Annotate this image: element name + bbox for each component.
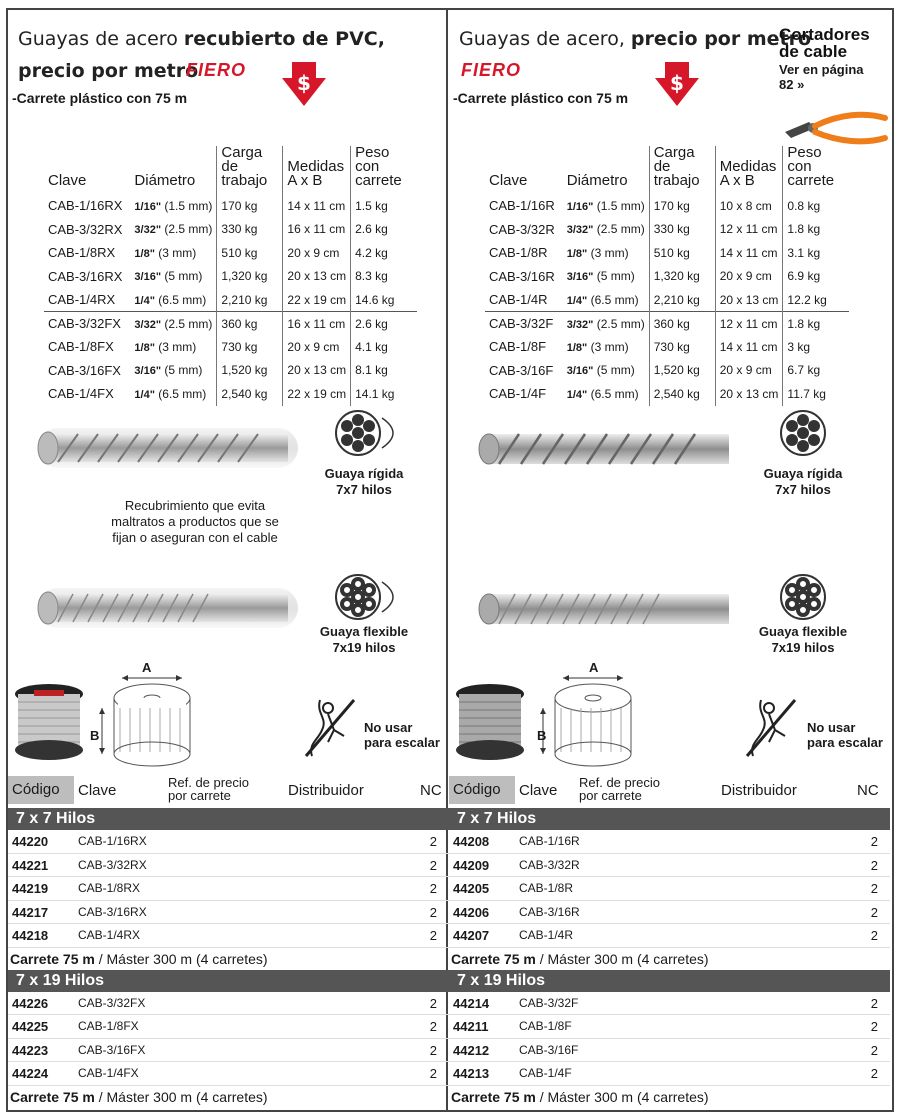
order-head-distribuidor: Distribuidor: [288, 782, 364, 799]
pvc-reel-note: -Carrete plástico con 75 m: [12, 90, 188, 106]
spec-medidas: 14 x 11 cm: [715, 241, 783, 265]
order-head-codigo: Código: [449, 776, 515, 804]
spec-carga: 2,540 kg: [217, 382, 283, 406]
fiero-brand-logo: FIERO: [461, 60, 522, 80]
order-clave: CAB-3/16FX: [78, 1042, 146, 1057]
pvc-order-header: [8, 772, 449, 806]
spec-carga: 170 kg: [649, 194, 715, 218]
order-row: [8, 992, 449, 1016]
order-row: [449, 901, 890, 925]
spec-peso: 12.2 kg: [783, 288, 849, 312]
order-row: [8, 901, 449, 925]
spec-head-medidas: Medidas A x B: [715, 146, 783, 194]
price-per-meter-icon: [282, 62, 326, 106]
order-codigo: 44225: [12, 1019, 49, 1034]
pvc-spool-row: [8, 658, 449, 768]
order-nc: 2: [429, 1042, 437, 1058]
rigid-pvc-cable-image: [18, 408, 308, 488]
order-codigo: 44207: [453, 928, 490, 943]
order-clave: CAB-3/16F: [519, 1042, 579, 1057]
spec-clave: CAB-1/8R: [489, 245, 548, 261]
spec-peso: 3.1 kg: [783, 241, 849, 265]
spec-medidas: 10 x 8 cm: [715, 194, 783, 218]
order-row: [8, 830, 449, 854]
spec-diametro: 3/16" (5 mm): [566, 363, 635, 378]
order-clave: CAB-1/4F: [519, 1066, 572, 1080]
order-nc: 2: [429, 995, 437, 1011]
spec-row: [485, 359, 849, 383]
spec-diametro: 1/4" (6.5 mm): [566, 386, 639, 401]
spec-clave: CAB-1/4RX: [48, 292, 116, 307]
spec-medidas: 20 x 9 cm: [283, 241, 351, 265]
spec-peso: 1.8 kg: [783, 218, 849, 242]
spec-head-clave: Clave: [489, 172, 528, 189]
spec-diametro: 3/16" (5 mm): [134, 269, 203, 284]
cable-cutter-ad[interactable]: [779, 26, 889, 92]
order-row: [8, 924, 449, 948]
order-codigo: 44213: [453, 1066, 490, 1081]
spec-row: [44, 382, 417, 406]
spec-peso: 2.6 kg: [351, 218, 417, 242]
spec-carga: 1,520 kg: [649, 359, 715, 383]
spec-clave: CAB-1/4FX: [48, 386, 114, 402]
spec-carga: 2,540 kg: [649, 382, 715, 406]
order-nc: 2: [870, 995, 878, 1011]
group-7x19-bar: 7 x 19 Hilos: [8, 970, 449, 992]
order-clave: CAB-1/4RX: [78, 928, 141, 942]
spec-carga: 730 kg: [217, 335, 283, 359]
spec-clave: CAB-1/8RX: [48, 245, 116, 261]
order-clave: CAB-3/32F: [519, 995, 579, 1010]
order-row: [449, 854, 890, 878]
reel-footnote: Carrete 75 m / Máster 300 m (4 carretes): [10, 1088, 268, 1105]
spec-peso: 14.6 kg: [351, 288, 417, 312]
flexible-7x19-strand-icon: [326, 570, 406, 624]
order-row: [8, 854, 449, 878]
rigid-7x7-strand-icon: [326, 406, 406, 460]
spec-peso: 4.1 kg: [351, 335, 417, 359]
order-codigo: 44220: [12, 834, 49, 849]
order-nc: 2: [429, 857, 437, 873]
spec-carga: 510 kg: [649, 241, 715, 265]
svg-text:$: $: [297, 71, 311, 95]
spec-row: [44, 359, 417, 383]
spec-head-peso: Peso con carrete: [783, 146, 849, 194]
dimension-b-label: B: [537, 728, 547, 743]
order-clave: CAB-3/32RX: [78, 857, 147, 872]
flexible-strand-label: Guaya flexible 7x19 hilos: [758, 624, 848, 655]
order-codigo: 44224: [12, 1066, 49, 1081]
order-head-codigo: Código: [8, 776, 74, 804]
order-nc: 2: [870, 1066, 878, 1081]
order-clave: CAB-1/16R: [519, 834, 580, 848]
spec-row: [485, 312, 849, 336]
pvc-spec-table: [44, 146, 417, 406]
spec-row: [44, 335, 417, 359]
spec-medidas: 12 x 11 cm: [715, 218, 783, 242]
spec-row: [485, 382, 849, 406]
dimension-a-label: A: [142, 660, 152, 675]
order-clave: CAB-1/4FX: [78, 1066, 139, 1080]
spec-clave: CAB-3/32FX: [44, 312, 130, 336]
order-row: [449, 924, 890, 948]
spec-medidas: 20 x 13 cm: [283, 359, 351, 383]
order-nc: 2: [870, 881, 878, 896]
spec-peso: 3 kg: [783, 335, 849, 359]
order-row: [8, 1039, 449, 1063]
dimension-a-label: A: [589, 660, 599, 675]
spec-head-medidas: Medidas A x B: [283, 146, 351, 194]
order-row: [8, 877, 449, 901]
order-nc: 2: [870, 1019, 878, 1034]
spec-medidas: 20 x 9 cm: [715, 265, 783, 289]
spec-row: [485, 241, 849, 265]
spec-medidas: 22 x 19 cm: [283, 288, 351, 312]
steel-reel-note: -Carrete plástico con 75 m: [453, 90, 629, 106]
spec-diametro: 1/4" (6.5 mm): [566, 292, 639, 307]
spec-peso: 8.3 kg: [351, 265, 417, 289]
reel-footnote: Carrete 75 m / Máster 300 m (4 carretes): [10, 950, 268, 967]
order-head-clave: Clave: [519, 782, 558, 799]
spool-dimension-diagram: [529, 658, 639, 768]
spec-medidas: 16 x 11 cm: [283, 312, 351, 336]
spec-carga: 360 kg: [649, 312, 715, 336]
fiero-brand-logo: FIERO: [186, 60, 247, 80]
steel-order-header: [449, 772, 890, 806]
spec-row: [485, 218, 849, 242]
spec-peso: 2.6 kg: [351, 312, 417, 336]
order-nc: 2: [870, 928, 878, 943]
spec-diametro: 1/4" (6.5 mm): [134, 292, 207, 307]
spec-head-clave: Clave: [48, 172, 87, 189]
order-nc: 2: [429, 1019, 437, 1034]
order-codigo: 44208: [453, 834, 490, 849]
spec-carga: 1,320 kg: [217, 265, 283, 289]
spec-diametro: 1/16" (1.5 mm): [566, 198, 645, 213]
spec-diametro: 3/16" (5 mm): [566, 269, 635, 284]
pvc-cable-column: [8, 8, 449, 1112]
flexible-7x19-strand-icon: [773, 570, 833, 624]
no-climbing-icon: [298, 694, 362, 760]
spec-clave: CAB-1/4R: [489, 292, 548, 307]
price-per-meter-icon: [655, 62, 699, 106]
spec-peso: 6.9 kg: [783, 265, 849, 289]
order-codigo: 44217: [12, 904, 49, 920]
spec-peso: 8.1 kg: [351, 359, 417, 383]
spec-clave: CAB-3/16FX: [48, 362, 121, 378]
order-row: [449, 830, 890, 854]
group-7x7-bar: 7 x 7 Hilos: [449, 808, 890, 830]
spec-diametro: 1/8" (3 mm): [566, 245, 629, 260]
spec-medidas: 20 x 9 cm: [715, 359, 783, 383]
order-clave: CAB-3/32FX: [78, 995, 146, 1010]
spec-peso: 1.5 kg: [351, 194, 417, 218]
spec-medidas: 20 x 9 cm: [283, 335, 351, 359]
spec-medidas: 20 x 13 cm: [715, 288, 783, 312]
order-codigo: 44212: [453, 1042, 490, 1058]
spec-row: [485, 335, 849, 359]
group-7x19-bar: 7 x 19 Hilos: [449, 970, 890, 992]
order-head-ref: Ref. de precio por carrete: [579, 775, 660, 803]
order-nc: 2: [429, 904, 437, 920]
no-climbing-note: No usar para escalar: [807, 720, 883, 750]
order-head-clave: Clave: [78, 782, 117, 799]
flexible-strand-label: Guaya flexible 7x19 hilos: [319, 624, 409, 655]
order-head-ref: Ref. de precio por carrete: [168, 775, 249, 803]
steel-title-line-1: Guayas de acero, precio por metro: [459, 28, 812, 50]
flexible-pvc-cable-image: [18, 568, 308, 648]
spec-clave: CAB-3/16RX: [48, 268, 123, 284]
spec-peso: 4.2 kg: [351, 241, 417, 265]
spec-carga: 330 kg: [649, 218, 715, 242]
spec-row: [485, 288, 849, 312]
spec-diametro: 3/32" (2.5 mm): [134, 222, 213, 237]
spec-peso: 11.7 kg: [783, 382, 849, 406]
order-clave: CAB-1/8R: [519, 881, 574, 895]
spec-medidas: 14 x 11 cm: [715, 335, 783, 359]
spec-carga: 1,520 kg: [217, 359, 283, 383]
order-nc: 2: [429, 928, 437, 943]
no-climbing-note: No usar para escalar: [364, 720, 440, 750]
order-nc: 2: [870, 857, 878, 873]
order-clave: CAB-1/8RX: [78, 881, 141, 895]
spec-medidas: 14 x 11 cm: [283, 194, 351, 218]
dimension-b-label: B: [90, 728, 100, 743]
spec-carga: 360 kg: [217, 312, 283, 336]
spec-medidas: 12 x 11 cm: [715, 312, 783, 336]
order-codigo: 44223: [12, 1042, 49, 1058]
spec-clave: CAB-1/4F: [489, 386, 547, 402]
order-head-nc: NC: [857, 782, 879, 799]
spec-carga: 170 kg: [217, 194, 283, 218]
spec-peso: 0.8 kg: [783, 194, 849, 218]
spool-photo: [12, 682, 86, 762]
steel-order-table: [449, 772, 890, 1108]
order-row: [8, 1015, 449, 1039]
steel-spec-table: [485, 146, 849, 406]
order-codigo: 44211: [453, 1019, 489, 1034]
spec-peso: 6.7 kg: [783, 359, 849, 383]
rigid-steel-cable-image: [459, 414, 739, 484]
spec-carga: 2,210 kg: [217, 288, 283, 312]
spec-clave: CAB-3/16F: [489, 362, 554, 378]
spec-carga: 2,210 kg: [649, 288, 715, 312]
order-row: [449, 877, 890, 901]
svg-text:$: $: [670, 71, 684, 95]
order-clave: CAB-1/4R: [519, 928, 574, 942]
spec-row: [44, 241, 417, 265]
cutter-page-ref: Ver en página 82 »: [779, 62, 864, 92]
spec-clave: CAB-1/16RX: [48, 198, 123, 214]
order-clave: CAB-3/16R: [519, 904, 580, 919]
order-head-distribuidor: Distribuidor: [721, 782, 797, 799]
spec-diametro: 3/32" (2.5 mm): [566, 222, 645, 237]
order-nc: 2: [870, 1042, 878, 1058]
spec-peso: 14.1 kg: [351, 382, 417, 406]
steel-spool-row: [449, 658, 890, 768]
steel-cable-column: [449, 8, 890, 1112]
spec-diametro: 1/8" (3 mm): [134, 339, 197, 354]
spec-head-diametro: Diámetro: [566, 172, 628, 189]
order-row: [449, 1062, 890, 1086]
order-codigo: 44209: [453, 857, 490, 873]
spec-diametro: 3/16" (5 mm): [134, 363, 203, 378]
order-codigo: 44219: [12, 881, 49, 896]
order-codigo: 44214: [453, 995, 490, 1011]
spec-clave: CAB-3/32F: [485, 312, 563, 336]
spec-medidas: 16 x 11 cm: [283, 218, 351, 242]
order-codigo: 44218: [12, 928, 49, 943]
order-clave: CAB-3/32R: [519, 857, 580, 872]
pvc-cover-note: Recubrimiento que evita maltratos a productos que se fijan o aseguran con el cable: [111, 498, 279, 545]
spec-medidas: 20 x 13 cm: [715, 382, 783, 406]
order-codigo: 44205: [453, 881, 490, 896]
order-codigo: 44226: [12, 995, 49, 1011]
order-nc: 2: [429, 881, 437, 896]
reel-footnote: Carrete 75 m / Máster 300 m (4 carretes): [451, 1088, 709, 1105]
order-clave: CAB-1/8FX: [78, 1019, 139, 1033]
order-codigo: 44221: [12, 857, 49, 873]
spec-clave: CAB-1/8F: [489, 339, 547, 355]
order-row: [449, 1039, 890, 1063]
spec-diametro: 1/8" (3 mm): [134, 245, 197, 260]
order-nc: 2: [870, 834, 878, 849]
rigid-strand-label: Guaya rígida 7x7 hilos: [763, 466, 843, 497]
spec-medidas: 20 x 13 cm: [283, 265, 351, 289]
spec-clave: CAB-3/32RX: [48, 221, 123, 237]
rigid-7x7-strand-icon: [773, 406, 833, 460]
order-row: [449, 992, 890, 1016]
spec-clave: CAB-1/16R: [489, 198, 555, 214]
spec-row: [44, 194, 417, 218]
pvc-title-line-2: precio por metro: [18, 60, 199, 82]
spec-diametro: 1/16" (1.5 mm): [134, 198, 213, 213]
order-codigo: 44206: [453, 904, 490, 920]
no-climbing-icon: [739, 694, 803, 760]
flexible-steel-cable-image: [459, 574, 739, 644]
spec-diametro: 1/8" (3 mm): [566, 339, 629, 354]
rigid-strand-label: Guaya rígida 7x7 hilos: [324, 466, 404, 497]
spec-carga: 1,320 kg: [649, 265, 715, 289]
order-clave: CAB-1/16RX: [78, 834, 147, 848]
reel-footnote: Carrete 75 m / Máster 300 m (4 carretes): [451, 950, 709, 967]
spec-row: [44, 265, 417, 289]
spec-row: [44, 312, 417, 336]
spec-row: [44, 288, 417, 312]
spec-carga: 730 kg: [649, 335, 715, 359]
order-clave: CAB-3/16RX: [78, 904, 147, 919]
spec-clave: CAB-3/16R: [489, 268, 555, 284]
spec-head-diametro: Diámetro: [134, 172, 196, 189]
spool-photo: [453, 682, 527, 762]
spec-head-carga: Carga de trabajo: [649, 146, 715, 194]
pvc-title-line-1: Guayas de acero recubierto de PVC,: [18, 28, 385, 50]
spec-diametro: 3/32" (2.5 mm): [130, 312, 216, 336]
spec-peso: 1.8 kg: [783, 312, 849, 336]
order-nc: 2: [429, 1066, 437, 1081]
spec-head-peso: Peso con carrete: [351, 146, 417, 194]
double-chevron-icon: »: [797, 77, 805, 92]
order-head-nc: NC: [420, 782, 442, 799]
spec-diametro: 1/4" (6.5 mm): [134, 386, 207, 401]
cutter-title: Cortadores de cable: [779, 25, 870, 61]
group-7x7-bar: 7 x 7 Hilos: [8, 808, 449, 830]
order-row: [449, 1015, 890, 1039]
spec-head-carga: Carga de trabajo: [217, 146, 283, 194]
spec-row: [485, 194, 849, 218]
spec-diametro: 3/32" (2.5 mm): [563, 312, 649, 336]
pvc-order-table: [8, 772, 449, 1108]
spec-medidas: 22 x 19 cm: [283, 382, 351, 406]
order-clave: CAB-1/8F: [519, 1019, 572, 1033]
spec-row: [44, 218, 417, 242]
spec-carga: 510 kg: [217, 241, 283, 265]
spec-clave: CAB-1/8FX: [48, 339, 114, 355]
order-nc: 2: [870, 904, 878, 920]
order-row: [8, 1062, 449, 1086]
spec-row: [485, 265, 849, 289]
spec-clave: CAB-3/32R: [489, 221, 555, 237]
order-nc: 2: [429, 834, 437, 849]
spec-carga: 330 kg: [217, 218, 283, 242]
